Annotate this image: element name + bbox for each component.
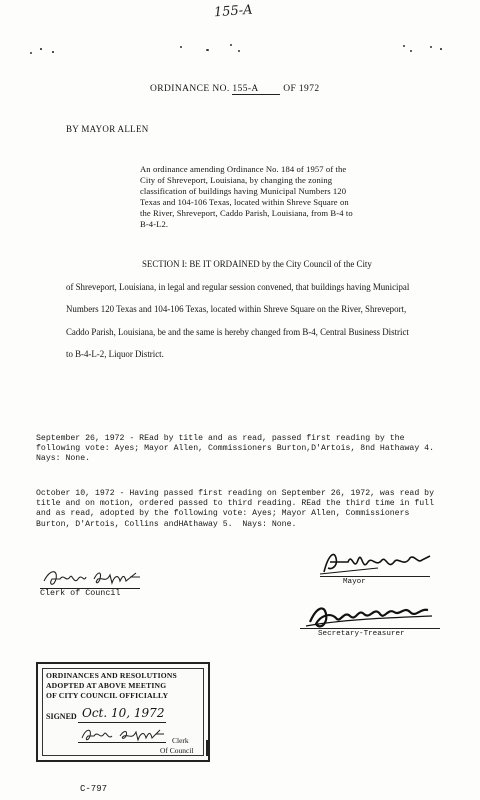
secretary-label: Secretary-Treasurer	[318, 630, 405, 638]
stamp-clerk-signature	[80, 726, 166, 742]
scan-speck	[430, 46, 432, 48]
clerk-label: Clerk of Council	[40, 588, 121, 598]
scan-speck	[410, 50, 412, 52]
secretary-signature-line	[300, 628, 440, 629]
stamp-line-1: ORDINANCES AND RESOLUTIONS	[46, 671, 177, 680]
stamp-signer-line	[78, 742, 166, 743]
stamp-council-label: Of Council	[160, 746, 194, 755]
handwritten-page-number: 155-A	[213, 2, 254, 21]
section-one-body: of Shreveport, Louisiana, in legal and regular session convened, that buildings having Municipal Numbers 120 Texas and 104-106 Texas, located within Shreve Square on the River, Shreveport, Caddo Parish, Louisiana, be and the same is hereby changed from B-4, Central Business District to B-4-L-2, Liquor District.	[66, 281, 410, 360]
vote-record-final-adoption: October 10, 1972 - Having passed first reading on September 26, 1972, was read by title and on motion, ordered passed to third reading. REad the third time in full and as read, adopted by the following vote: Ayes; Mayor Allen, Commissioners Burton, D'Artois, Collins andHAthaway 5. Nays: None.	[36, 489, 439, 529]
scan-speck	[238, 50, 240, 52]
ordinance-title	[150, 84, 320, 95]
vote-record-first-reading: September 26, 1972 - REad by title and as read, passed first reading by the following vote: Ayes; Mayor Allen, Commissioners Burton,D'Artois, 8nd Hathaway 4. Nays: None.	[36, 434, 439, 464]
mayor-signature-line	[320, 576, 430, 577]
stamp-date-line	[78, 722, 166, 723]
ordinance-number: 155-A	[232, 84, 280, 95]
stamp-line-3: OF CITY COUNCIL OFFICIALLY	[46, 691, 169, 700]
section-one-lead: SECTION I: BE IT ORDAINED by the City Council of the City	[142, 259, 372, 269]
official-stamp	[36, 662, 210, 762]
ordinance-summary: An ordinance amending Ordinance No. 184 of 1957 of the City of Shreveport, Louisiana, by changing the zoning classification of buildings having Municipal Numbers 120 Texas and 104-106 Texas, located within Shreve Square on the River, Shreveport, Caddo Parish, Louisiana, from B-4 to B-4-L2.	[140, 164, 353, 230]
mayor-signature	[318, 546, 438, 580]
ordinance-title-suffix: OF 1972	[283, 84, 320, 94]
scan-speck	[52, 51, 54, 53]
scan-speck	[180, 46, 182, 48]
scan-speck	[403, 45, 405, 47]
stamp-signed-label: SIGNED	[46, 712, 77, 721]
byline: BY MAYOR ALLEN	[66, 124, 149, 134]
stamp-line-2: ADOPTED AT ABOVE MEETING	[46, 681, 167, 690]
stamp-edge-mark	[206, 740, 208, 756]
scan-speck	[440, 48, 442, 50]
stamp-clerk-label: Clerk	[172, 736, 189, 745]
scan-speck	[40, 48, 42, 50]
scan-speck	[30, 52, 32, 54]
mayor-label: Mayor	[343, 578, 366, 586]
ordinance-title-prefix: ORDINANCE NO.	[150, 84, 230, 94]
document-code: C-797	[80, 784, 108, 794]
stamp-signed-date: Oct. 10, 1972	[82, 706, 165, 720]
section-one	[66, 253, 416, 366]
scan-speck	[230, 44, 232, 46]
scan-speck	[206, 49, 209, 51]
